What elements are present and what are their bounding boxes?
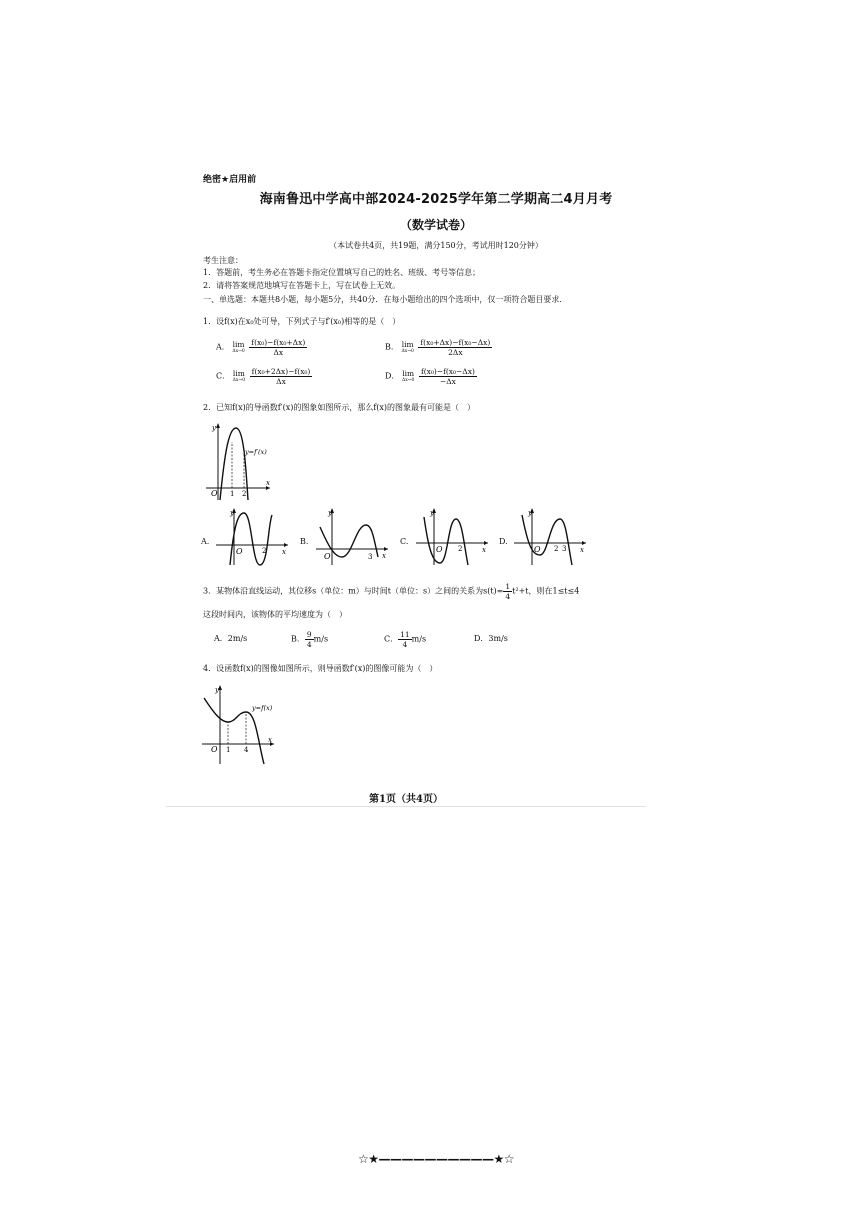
y-label: y <box>230 509 234 517</box>
exam-title: 海南鲁迅中学高中部2024-2025学年第二学期高二4月月考 <box>259 192 613 207</box>
origin-label: O <box>211 745 218 754</box>
numerator: f(x₀)−f(x₀+Δx) <box>251 338 306 347</box>
lim-word: lim <box>401 340 414 349</box>
curve-label: y=f(x) <box>252 704 273 712</box>
q3-stem <box>203 582 579 601</box>
numerator: f(x₀)−f(x₀−Δx) <box>420 367 475 376</box>
denominator: Δx <box>276 377 286 386</box>
y-label: y <box>215 686 219 694</box>
q1-option-d-fraction <box>419 367 477 386</box>
q3-option-a-value: 2m/s <box>227 634 248 643</box>
exam-info: （本试卷共4页，共19题，满分150分，考试用时120分钟） <box>329 241 543 250</box>
q1-option-b-fraction <box>418 338 492 357</box>
q3-option-a-label: A． <box>214 634 228 643</box>
denominator: 4 <box>402 640 408 649</box>
x-arrow <box>384 547 388 551</box>
q4-stem: 4．设函数f(x)的图像如图所示，则导函数f′(x)的图像可能为（ ） <box>203 664 438 673</box>
q2-option-c-graph <box>412 505 492 567</box>
q2-option-a-label: A. <box>201 537 210 546</box>
q3-stem-b: t²+t，则在1≤t≤4 <box>512 586 580 596</box>
q1-option-d <box>385 367 477 386</box>
q1-option-a <box>216 338 307 357</box>
tick-2: 2 <box>458 545 463 553</box>
denominator: 2Δx <box>448 348 463 357</box>
tick-2: 2 <box>554 545 559 553</box>
q2-option-d-graph <box>510 505 590 567</box>
q2-option-a-graph <box>212 505 292 567</box>
x-arrow <box>582 541 586 545</box>
q1-option-a-fraction <box>249 338 307 357</box>
q2-option-d-label: D. <box>499 537 508 546</box>
curve-label: y=f′(x) <box>245 448 267 456</box>
option-d-curve <box>522 515 572 565</box>
numerator: f(x₀+2Δx)−f(x₀) <box>251 367 311 376</box>
q3-option-c-fraction <box>398 630 412 649</box>
option-a-curve <box>230 513 272 565</box>
q1-stem: 1．设f(x)在x₀处可导，下列式子与f′(x₀)相等的是（ ） <box>203 317 401 326</box>
q1-option-c <box>216 367 312 386</box>
tick-3: 3 <box>562 545 567 553</box>
y-arrow <box>216 423 220 428</box>
y-label: y <box>528 509 532 517</box>
origin-label: O <box>236 547 243 556</box>
tick-1: 1 <box>226 746 231 754</box>
lim-sub: Δx→0 <box>232 349 245 354</box>
q2-option-b-graph <box>312 505 392 567</box>
page-divider <box>166 806 646 807</box>
lim-word: lim <box>232 340 245 349</box>
tick-2: 2 <box>262 547 267 555</box>
q2-option-c-label: C. <box>400 537 409 546</box>
tick-1: 1 <box>230 490 235 498</box>
q2-derivative-graph <box>200 420 275 502</box>
denominator: 4 <box>306 640 312 649</box>
x-label: x <box>382 552 386 560</box>
denominator: Δx <box>273 348 284 357</box>
q1-option-b <box>385 338 492 357</box>
q1-option-c-label: C． <box>216 371 231 381</box>
lim-sub: Δx→0 <box>401 378 415 383</box>
q2-stem: 2．已知f(x)的导函数f′(x)的图象如图所示，那么f(x)的图象最有可能是（ ） <box>203 403 476 412</box>
notice-item-1: 1．答题前，考生务必在答题卡指定位置填写自己的姓名、班级、考号等信息； <box>203 268 481 277</box>
y-label: y <box>430 509 434 517</box>
q3-fraction <box>503 582 512 601</box>
q3-stem-a: 3．某物体沿直线运动，其位移s（单位：m）与时间t（单位：s）之间的关系为s(t)= <box>203 586 504 596</box>
q1-option-d-label: D． <box>385 371 400 381</box>
confidential-label: 绝密★启用前 <box>203 175 257 185</box>
x-label: x <box>266 479 270 487</box>
q3-option-b-fraction <box>305 630 314 649</box>
q3-option-b-unit: m/s <box>313 634 329 644</box>
origin-label: O <box>211 489 218 498</box>
page-number: 第1页（共4页） <box>369 794 443 805</box>
q3-option-b <box>291 630 328 649</box>
numerator: 11 <box>400 630 410 639</box>
x-label: x <box>580 546 584 554</box>
numerator: f(x₀+Δx)−f(x₀−Δx) <box>420 338 491 347</box>
lim <box>402 370 414 383</box>
section-heading: 一、单选题：本题共8小题，每小题5分，共40分．在每小题给出的四个选项中，仅一项符合题目要求． <box>203 295 568 304</box>
lim-sub: Δx→0 <box>401 349 414 354</box>
lim-sub: Δx→0 <box>232 378 246 383</box>
x-arrow <box>484 541 488 545</box>
q1-option-c-fraction <box>250 367 313 386</box>
q3-option-c <box>384 630 426 649</box>
lim <box>401 341 413 354</box>
lim-word: lim <box>402 369 415 378</box>
notice-item-2: 2．请将答案规范地填写在答题卡上，写在试卷上无效。 <box>203 281 401 290</box>
y-label: y <box>328 509 332 517</box>
q3-option-d-value: 3m/s <box>488 634 508 643</box>
q3-option-c-unit: m/s <box>411 634 427 644</box>
q4-function-graph <box>198 682 278 766</box>
origin-label: O <box>324 552 331 561</box>
footer-decoration: ☆★——————————★☆ <box>357 1152 515 1166</box>
x-label: x <box>482 546 486 554</box>
numerator: 9 <box>306 630 312 639</box>
denominator: 4 <box>505 592 511 601</box>
q2-option-b-label: B. <box>300 537 309 546</box>
notice-heading: 考生注意： <box>203 256 243 265</box>
option-c-curve <box>424 517 468 565</box>
lim <box>233 370 245 383</box>
tick-3: 3 <box>368 553 373 561</box>
exam-subtitle: （数学试卷） <box>399 218 472 232</box>
q1-option-a-label: A． <box>216 342 230 352</box>
origin-label: O <box>534 545 541 554</box>
q3-option-d-label: D． <box>474 634 489 643</box>
q3-option-d <box>474 633 508 644</box>
denominator: −Δx <box>439 377 456 386</box>
q3-option-a <box>214 633 247 644</box>
x-label: x <box>282 548 286 556</box>
y-label: y <box>212 424 216 432</box>
x-label: x <box>268 736 272 744</box>
tick-2: 2 <box>242 490 247 498</box>
q1-option-b-label: B． <box>385 342 399 352</box>
q3-stem-2: 这段时间内，该物体的平均速度为（ ） <box>203 610 347 619</box>
tick-4: 4 <box>244 746 249 754</box>
x-arrow <box>284 543 288 547</box>
lim <box>232 341 244 354</box>
lim-word: lim <box>232 369 245 378</box>
numerator: 1 <box>505 582 511 591</box>
q3-option-b-label: B． <box>291 634 305 644</box>
origin-label: O <box>436 545 443 554</box>
q3-option-c-label: C． <box>384 634 399 644</box>
